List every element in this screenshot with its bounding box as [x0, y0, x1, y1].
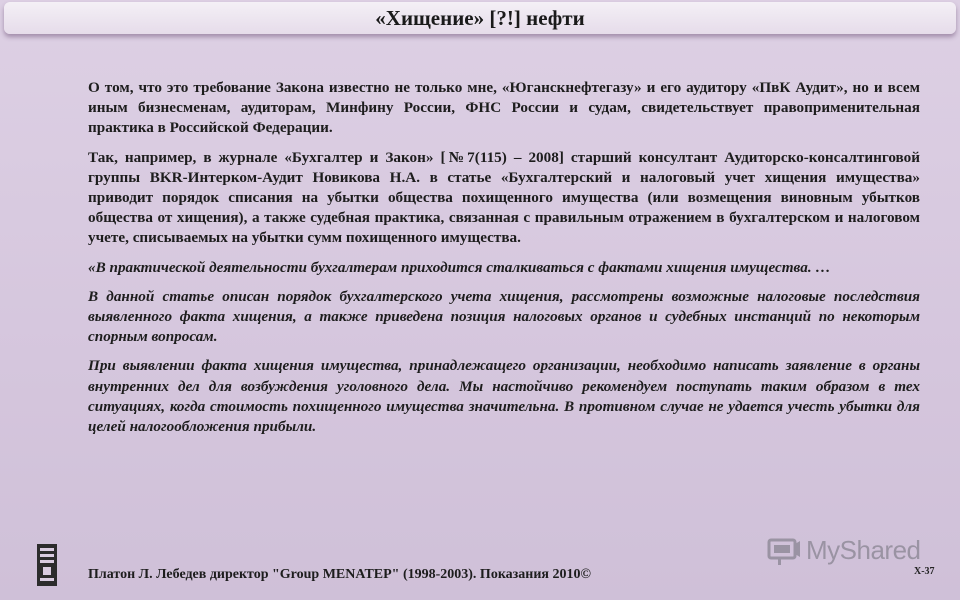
- watermark-text: MyShared: [806, 534, 921, 565]
- quote-paragraph-2: В данной статье описан порядок бухгалтерского учета хищения, рассмотрены возможные налоговые последствия выявленного факта хищения, а также приведена позиция налоговых органов и судебных инстанций по некоторым спорным вопросам.: [88, 287, 920, 346]
- title-bar: [4, 2, 956, 34]
- slide-body: [88, 78, 920, 446]
- quote-paragraph-3: При выявлении факта хищения имущества, принадлежащего организации, необходимо написать заявление в органы внутренних дел для возбуждения уголовного дела. Мы настойчиво рекомендуем поступать таким образом в тех ситуациях, когда стоимость похищенного имущества значительна. В противном случае не удается учесть убытки для целей налогообложения прибыли.: [88, 357, 920, 436]
- quote-paragraph-1: «В практической деятельности бухгалтерам приходится сталкиваться с фактами хищения имущества. …: [88, 258, 831, 276]
- watermark: [766, 532, 921, 568]
- footer-caption: Платон Л. Лебедев директор "Group MENATEP" (1998-2003). Показания 2010©: [88, 567, 591, 582]
- body-paragraph-2: Так, например, в журнале «Бухгалтер и Закон» [№7(115) – 2008] старший консултант Аудиторско-консалтинговой группы BKR-Интерком-Аудит Новикова Н.А. в статье «Бухгалтерский и налоговый учет хищения имущества» приводит порядок списания на убытки общества похищенного имущества (или возмещения виновным убытков общества от хищения), а также судебная практика, связанная с правильным отражением в бухгалтерском и налоговом учете, списываемых на убытки сумм похищенного имущества.: [88, 148, 920, 247]
- presentation-icon: [766, 532, 802, 568]
- slide-title: «Хищение» [?!] нефти: [375, 6, 585, 30]
- body-paragraph-1: О том, что это требование Закона известно не только мне, «Юганскнефтегазу» и его аудитору «ПвК Аудит», но и всем иным бизнесменам, аудиторам, Минфину России, ФНС России и судам, свидетельствует правоприменительная практика в Российской Федерации.: [88, 79, 920, 137]
- menatep-logo-icon: [36, 543, 58, 587]
- slide-number: X-37: [914, 566, 935, 577]
